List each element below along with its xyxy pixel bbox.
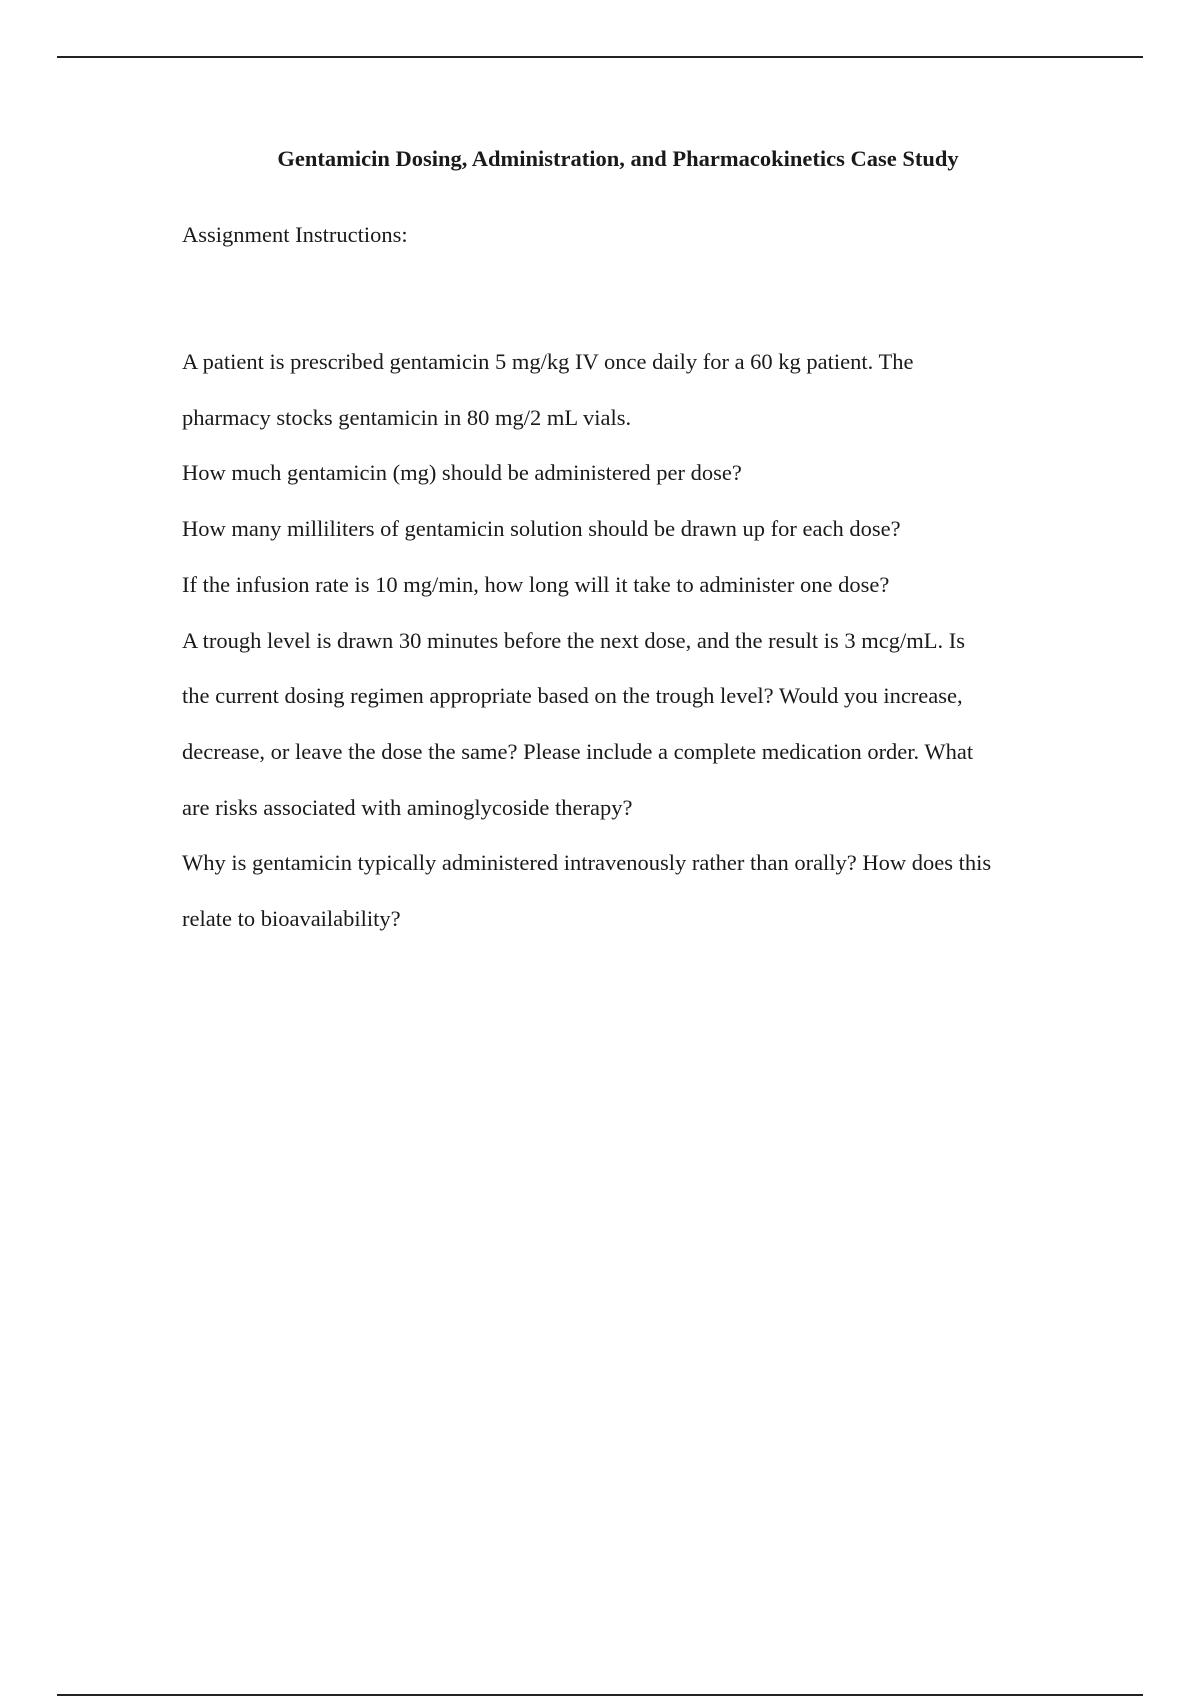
document-body [182,334,1062,947]
text-line: Why is gentamicin typically administered intravenously rather than orally? How does this [182,850,992,876]
text-line: pharmacy stocks gentamicin in 80 mg/2 mL vials. [182,404,632,430]
text-line: How many milliliters of gentamicin solution should be drawn up for each dose? [182,516,901,542]
question-dose-ml [182,501,1062,557]
question-trough-level [182,613,1062,836]
question-iv-route [182,835,1062,946]
question-infusion-time [182,557,1062,613]
paragraph-patient-prescription [182,334,1062,445]
text-line: If the infusion rate is 10 mg/min, how long will it take to administer one dose? [182,571,890,597]
header-rule [57,56,1143,58]
text-line: decrease, or leave the dose the same? Please include a complete medication order. What [182,738,974,764]
text-line: are risks associated with aminoglycoside therapy? [182,794,633,820]
text-line: A trough level is drawn 30 minutes before the next dose, and the result is 3 mcg/mL. Is [182,627,965,653]
document-title: Gentamicin Dosing, Administration, and Pharmacokinetics Case Study [277,146,959,171]
instructions-label: Assignment Instructions: [182,222,408,247]
text-line: the current dosing regimen appropriate based on the trough level? Would you increase, [182,683,963,709]
text-line: How much gentamicin (mg) should be administered per dose? [182,460,742,486]
text-line: relate to bioavailability? [182,906,401,932]
text-line: A patient is prescribed gentamicin 5 mg/kg IV once daily for a 60 kg patient. The [182,349,914,374]
question-dose-mg [182,445,1062,501]
footer-rule [57,1694,1143,1696]
